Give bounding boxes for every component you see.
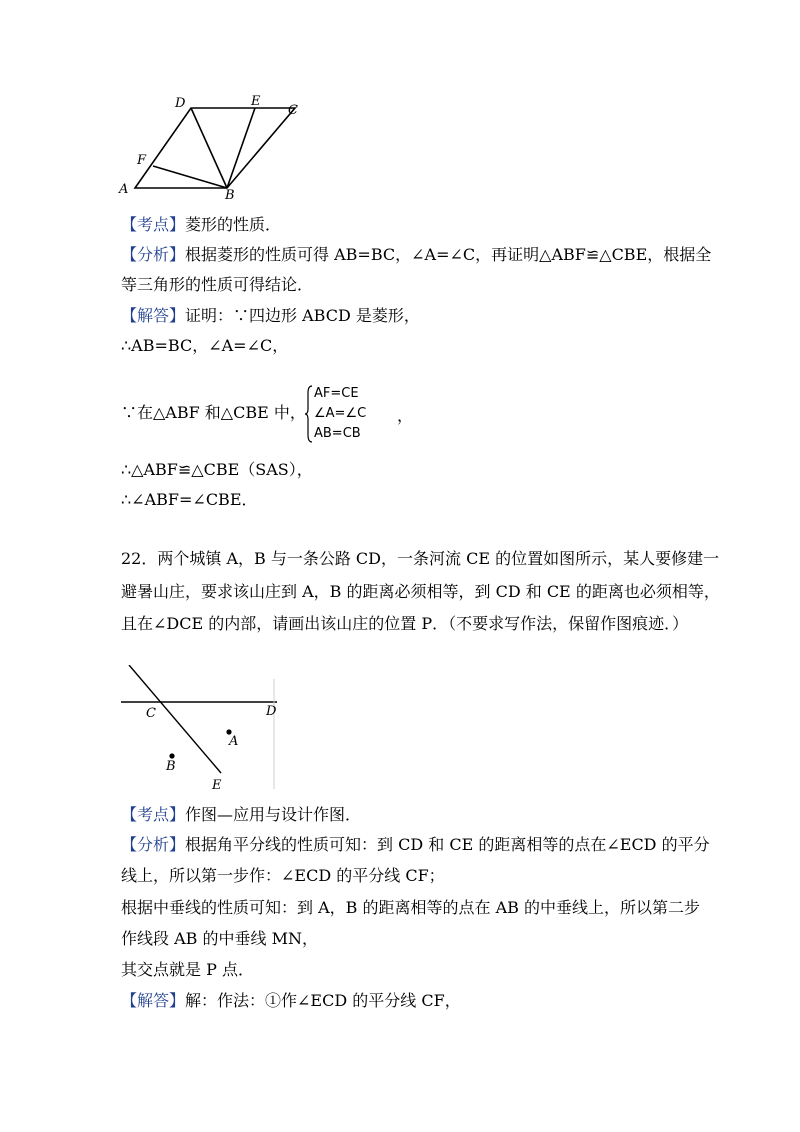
jieda-tag: 【解答】 bbox=[121, 306, 186, 325]
sec2-fenxi-line-4: 作线段 AB 的中垂线 MN， bbox=[121, 929, 318, 948]
sec2-fenxi-line-2: 线上，所以第一步作：∠ECD 的平分线 CF； bbox=[121, 866, 445, 885]
system-row-1: AF=CE bbox=[314, 386, 359, 401]
question-22-line-3: 且在∠DCE 的内部，请画出该山庄的位置 P．（不要求写作法，保留作图痕迹．） bbox=[121, 614, 689, 633]
kaodian-tag: 【考点】 bbox=[121, 805, 186, 824]
question-22-line-1: 22．两个城镇 A，B 与一条公路 CD，一条河流 CE 的位置如图所示，某人要修建一 bbox=[121, 549, 720, 568]
sec1-jieda bbox=[121, 306, 420, 326]
fenxi-tag: 【分析】 bbox=[121, 245, 186, 264]
proof-step-4: ∴∠ABF=∠CBE． bbox=[121, 490, 258, 509]
label-E: E bbox=[212, 778, 222, 793]
jieda-tag: 【解答】 bbox=[121, 991, 186, 1010]
sec2-kaodian bbox=[121, 805, 361, 825]
label-D: D bbox=[266, 704, 277, 719]
kaodian-text: 作图—应用与设计作图． bbox=[185, 805, 362, 824]
label-B: B bbox=[166, 759, 176, 774]
system-row-3: AB=CB bbox=[314, 426, 361, 441]
label-D: D bbox=[175, 96, 186, 111]
label-A: A bbox=[229, 734, 239, 749]
label-C: C bbox=[146, 706, 156, 721]
fenxi-tag: 【分析】 bbox=[121, 835, 186, 854]
proof-step-2: ∵在△ABF 和△CBE 中， bbox=[121, 403, 306, 422]
proof-step-3: ∴△ABF≌△CBE（SAS）， bbox=[121, 460, 313, 479]
equation-system bbox=[305, 385, 387, 445]
question-22-line-2: 避暑山庄，要求该山庄到 A，B 的距离必须相等，到 CD 和 CE 的距离也必须相等， bbox=[121, 582, 720, 601]
brace-icon bbox=[305, 385, 313, 443]
system-comma: ， bbox=[397, 406, 414, 425]
point-B-dot bbox=[169, 753, 174, 758]
system-row-2: ∠A=∠C bbox=[314, 406, 367, 421]
fenxi-text: 根据菱形的性质可得 AB=BC，∠A=∠C，再证明△ABF≌△CBE，根据全 bbox=[185, 245, 712, 264]
kaodian-tag: 【考点】 bbox=[121, 215, 186, 234]
rhombus-figure bbox=[115, 92, 310, 202]
road-river-figure bbox=[121, 665, 281, 795]
kaodian-text: 菱形的性质． bbox=[185, 215, 282, 234]
proof-step-1: ∴AB=BC，∠A=∠C， bbox=[121, 336, 289, 355]
sec2-jieda bbox=[121, 991, 461, 1011]
label-B: B bbox=[225, 188, 235, 202]
jieda-text: 解：作法：①作∠ECD 的平分线 CF， bbox=[185, 991, 461, 1010]
sec2-fenxi-line-5: 其交点就是 P 点． bbox=[121, 960, 254, 979]
jieda-text: 证明：∵四边形 ABCD 是菱形， bbox=[185, 306, 420, 325]
label-F: F bbox=[137, 153, 147, 168]
sec1-fenxi bbox=[121, 245, 711, 265]
sec2-fenxi-line-3: 根据中垂线的性质可知：到 A，B 的距离相等的点在 AB 的中垂线上，所以第二步 bbox=[121, 898, 700, 917]
sec2-fenxi bbox=[121, 835, 710, 855]
sec1-kaodian bbox=[121, 215, 281, 235]
label-C: C bbox=[288, 103, 298, 118]
label-A: A bbox=[119, 182, 129, 197]
fenxi-text: 根据角平分线的性质可知：到 CD 和 CE 的距离相等的点在∠ECD 的平分 bbox=[185, 835, 710, 854]
label-E: E bbox=[251, 94, 261, 109]
sec1-fenxi-cont: 等三角形的性质可得结论． bbox=[121, 275, 314, 294]
